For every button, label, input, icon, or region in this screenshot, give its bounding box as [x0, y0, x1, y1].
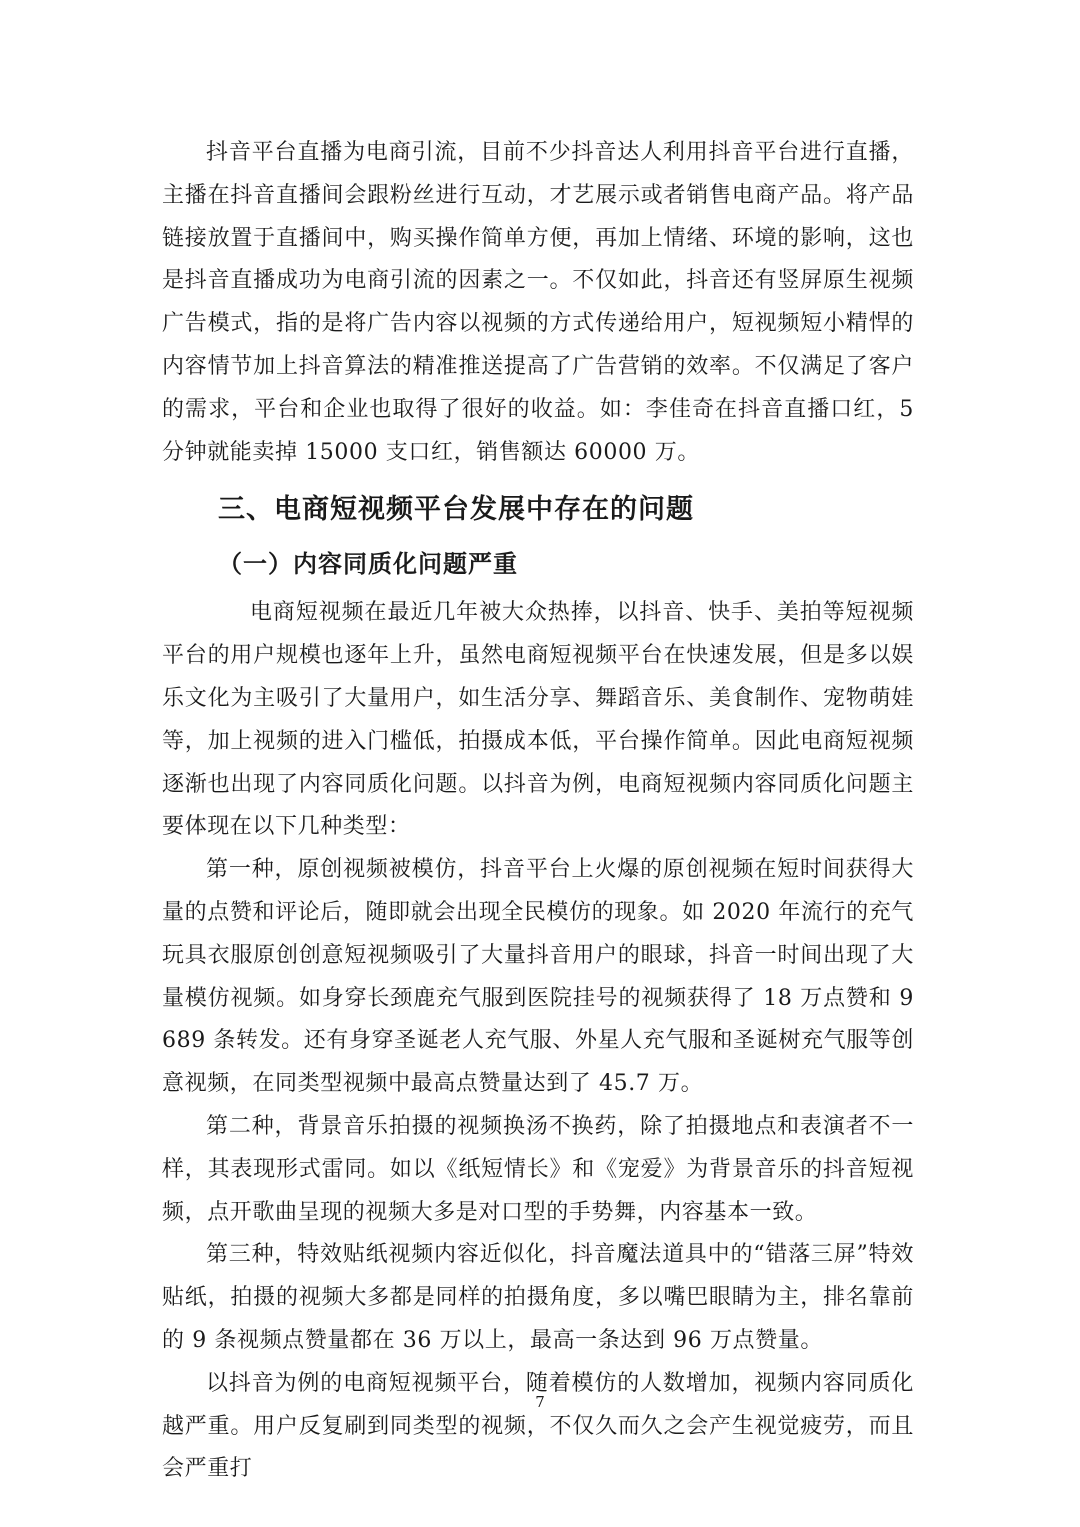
subsection-heading: （一）内容同质化问题严重 [218, 550, 518, 579]
paragraph-type-two: 第二种，背景音乐拍摄的视频换汤不换药，除了拍摄地点和表演者不一样，其表现形式雷同。如以《纸短情长》和《宠爱》为背景音乐的抖音短视频，点开歌曲呈现的视频大多是对口型的手势舞，内容基本一致。 [162, 1113, 914, 1225]
page-body [162, 132, 914, 1491]
paragraph-type-one: 第一种，原创视频被模仿，抖音平台上火爆的原创视频在短时间获得大量的点赞和评论后，随即就会出现全民模仿的现象。如 2020 年流行的充气玩具衣服原创创意短视频吸引了大量抖音用户的眼球，抖音一时间出现了大量模仿视频。如身穿长颈鹿充气服到医院挂号的视频获得了 18 万点赞和 9689 条转发。还有身穿圣诞老人充气服、外星人充气服和圣诞树充气服等创意视频，在同类型视频中最高点赞量达到了 45.7 万。 [162, 857, 914, 1097]
paragraph-live-streaming: 抖音平台直播为电商引流，目前不少抖音达人利用抖音平台进行直播，主播在抖音直播间会跟粉丝进行互动，才艺展示或者销售电商产品。将产品链接放置于直播间中，购买操作简单方便，再加上情绪、环境的影响，这也是抖音直播成功为电商引流的因素之一。不仅如此，抖音还有竖屏原生视频广告模式，指的是将广告内容以视频的方式传递给用户，短视频短小精悍的内容情节加上抖音算法的精准推送提高了广告营销的效率。不仅满足了客户的需求，平台和企业也取得了很好的收益。如：李佳奇在抖音直播口红，5 分钟就能卖掉 15000 支口红，销售额达 60000 万。 [162, 140, 914, 465]
paragraph-type-three: 第三种，特效贴纸视频内容近似化，抖音魔法道具中的“错落三屏”特效贴纸，拍摄的视频大多都是同样的拍摄角度，多以嘴巴眼睛为主，排名靠前的 9 条视频点赞量都在 36 万以上，最高一条达到 96 万点赞量。 [162, 1242, 914, 1353]
paragraph-homogenization-intro: 电商短视频在最近几年被大众热捧，以抖音、快手、美拍等短视频平台的用户规模也逐年上升，虽然电商短视频平台在快速发展，但是多以娱乐文化为主吸引了大量用户，如生活分享、舞蹈音乐、美食制作、宠物萌娃等，加上视频的进入门槛低，拍摄成本低，平台操作简单。因此电商短视频逐渐也出现了内容同质化问题。以抖音为例，电商短视频内容同质化问题主要体现在以下几种类型： [162, 600, 914, 840]
section-heading: 三、电商短视频平台发展中存在的问题 [218, 494, 694, 526]
paragraph-conclusion: 以抖音为例的电商短视频平台，随着模仿的人数增加，视频内容同质化越严重。用户反复刷到同类型的视频，不仅久而久之会产生视觉疲劳，而且会严重打 [162, 1370, 914, 1482]
page-number: 7 [535, 1393, 545, 1411]
